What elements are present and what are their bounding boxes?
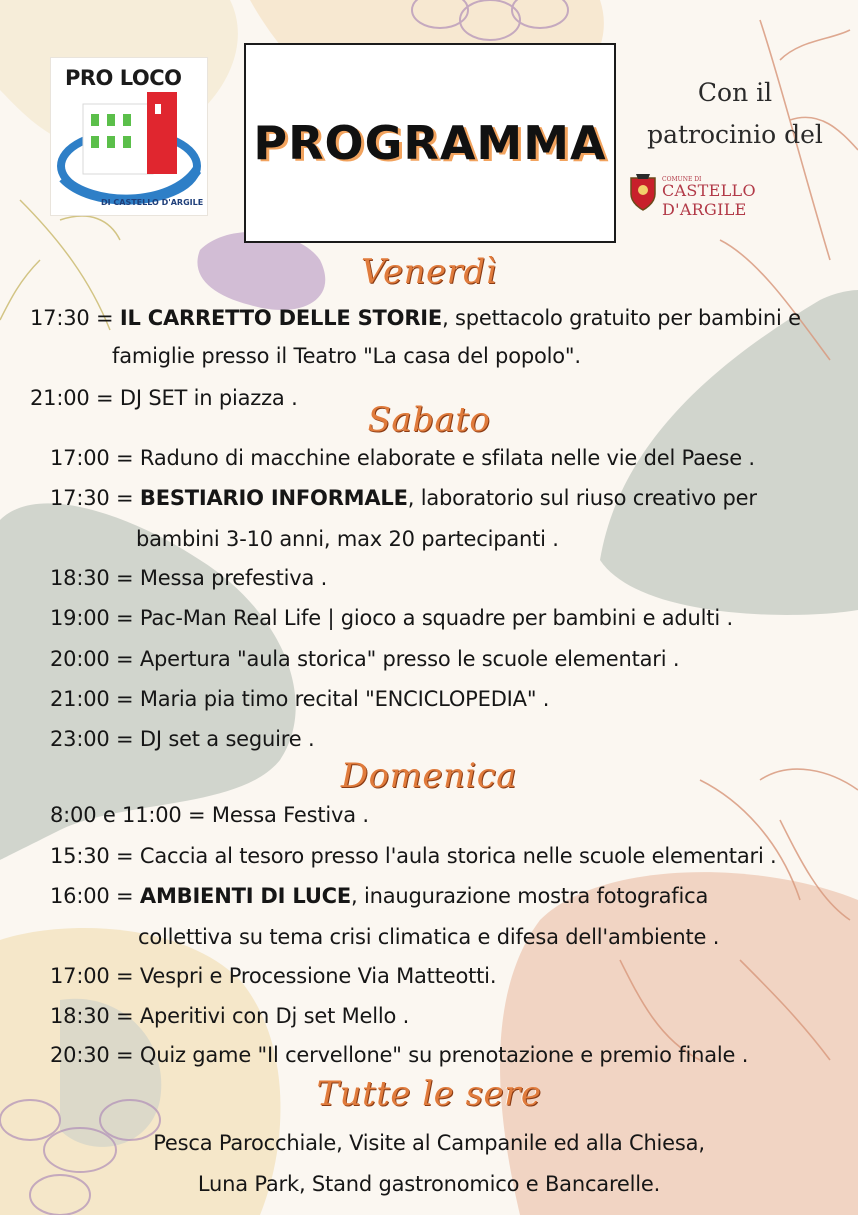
event-text: , spettacolo gratuito per bambini e [442,306,801,330]
event-time: 18:30 [50,1004,110,1028]
list-item: 18:30 = Aperitivi con Dj set Mello . [50,1004,410,1028]
list-item: 21:00 = Maria pia timo recital "ENCICLOPEDIA" . [50,687,550,711]
list-item: 15:30 = Caccia al tesoro presso l'aula storica nelle scuole elementari . [50,844,777,868]
list-item: 18:30 = Messa prefestiva . [50,566,328,590]
event-text: Caccia al tesoro presso l'aula storica nelle scuole elementari . [139,844,777,868]
list-item: 17:30 = IL CARRETTO DELLE STORIE, spettacolo gratuito per bambini e [30,306,801,330]
event-time: 16:00 [50,884,110,908]
list-item: 17:00 = Raduno di macchine elaborate e sfilata nelle vie del Paese . [50,446,755,470]
event-text: Quiz game "Il cervellone" su prenotazione e premio finale . [139,1043,749,1067]
event-time: 18:30 [50,566,110,590]
event-continuation: famiglie presso il Teatro "La casa del popolo". [112,344,581,368]
event-text: Vespri e Processione Via Matteotti. [139,964,497,988]
event-time: 17:30 [30,306,90,330]
event-continuation: bambini 3-10 anni, max 20 partecipanti . [136,527,559,551]
event-time: 20:00 [50,647,110,671]
page-title: PROGRAMMA [253,116,607,170]
event-title: IL CARRETTO DELLE STORIE [119,306,443,330]
event-time: 8:00 e 11:00 [50,803,182,827]
event-text: DJ set a seguire . [139,727,315,751]
event-title: BESTIARIO INFORMALE [139,486,408,510]
pro-loco-logo [50,57,208,216]
comune-label: COMUNE DI [662,176,702,183]
patronage-text [630,72,840,156]
event-text: Raduno di macchine elaborate e sfilata nelle vie del Paese . [139,446,755,470]
event-time: 20:30 [50,1043,110,1067]
comune-crest-icon [628,172,658,212]
event-text: , laboratorio sul riuso creativo per [407,486,757,510]
list-item: 20:00 = Apertura "aula storica" presso le scuole elementari . [50,647,680,671]
event-text: Maria pia timo recital "ENCICLOPEDIA" . [139,687,550,711]
heading-every-evening: Tutte le sere [316,1074,542,1114]
list-item: 8:00 e 11:00 = Messa Festiva . [50,803,369,827]
logo-subtitle: DI CASTELLO D'ARGILE [101,198,204,207]
list-item: 23:00 = DJ set a seguire . [50,727,315,751]
title-box [244,43,616,243]
event-text: Pac-Man Real Life | gioco a squadre per bambini e adulti . [139,606,733,630]
event-text: Messa prefestiva . [139,566,328,590]
event-text: , inaugurazione mostra fotografica [351,884,709,908]
event-title: AMBIENTI DI LUCE [139,884,352,908]
patronage-line-2: patrocinio del [647,120,823,149]
day-heading-saturday: Sabato [367,400,491,440]
event-text: DJ SET in piazza . [119,386,298,410]
list-item: 20:30 = Quiz game "Il cervellone" su prenotazione e premio finale . [50,1043,749,1067]
event-time: 17:00 [50,446,110,470]
event-time: 17:00 [50,964,110,988]
list-item: 16:00 = AMBIENTI DI LUCE, inaugurazione mostra fotografica [50,884,709,908]
day-heading-friday: Venerdì [361,252,497,292]
every-evening-line-1: Pesca Parocchiale, Visite al Campanile ed alla Chiesa, [153,1131,705,1155]
event-text: Apertura "aula storica" presso le scuole elementari . [139,647,680,671]
event-time: 17:30 [50,486,110,510]
comune-name: CASTELLO D'ARGILE [662,181,756,219]
list-item: 19:00 = Pac-Man Real Life | gioco a squadre per bambini e adulti . [50,606,733,630]
patronage-line-1: Con il [697,78,773,107]
comune-logo [628,170,838,219]
event-time: 15:30 [50,844,110,868]
event-time: 19:00 [50,606,110,630]
event-time: 23:00 [50,727,110,751]
every-evening-line-2: Luna Park, Stand gastronomico e Bancarelle. [197,1172,661,1196]
event-text: Messa Festiva . [211,803,369,827]
day-heading-sunday: Domenica [340,756,518,796]
list-item: 17:30 = BESTIARIO INFORMALE, laboratorio sul riuso creativo per [50,486,757,510]
list-item: 21:00 = DJ SET in piazza . [30,386,298,410]
event-time: 21:00 [50,687,110,711]
event-time: 21:00 [30,386,90,410]
event-continuation: collettiva su tema crisi climatica e difesa dell'ambiente . [138,925,720,949]
list-item: 17:00 = Vespri e Processione Via Matteotti. [50,964,497,988]
logo-title: PRO LOCO [65,66,182,90]
event-text: Aperitivi con Dj set Mello . [139,1004,410,1028]
